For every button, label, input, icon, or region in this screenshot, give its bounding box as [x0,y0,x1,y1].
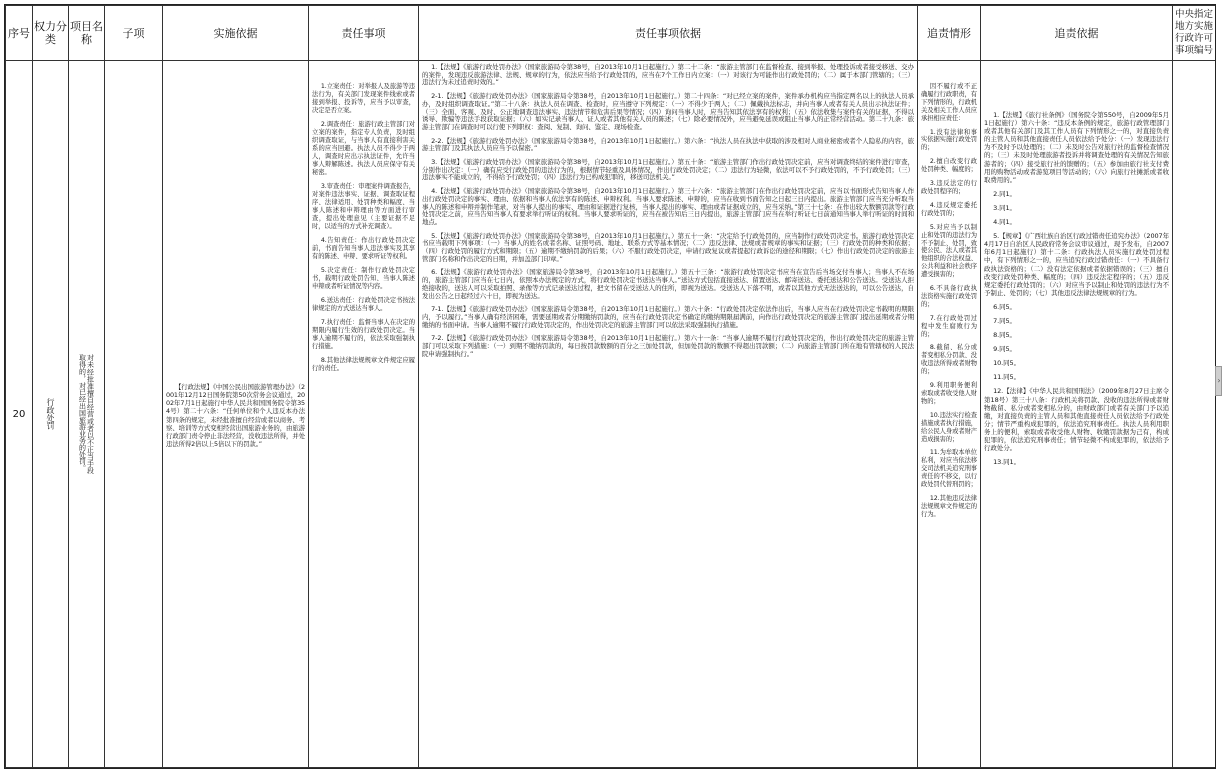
power-list-table [5,5,1216,768]
duty-item: 1.立案责任：对举报人及旅游等违法行为，有关部门发现案件线索或者接到举报、投诉等，应当予以审查，决定是否立案。 [312,83,415,114]
cell-sub-item [105,61,163,768]
cell-item-name [69,61,105,768]
cell-duty-basis [419,61,918,768]
accountability-basis-item: 2.同1。 [993,189,1016,198]
accountability-basis-item: 8.同5。 [993,331,1016,340]
duty-basis-item: 4.【法规】《旅游行政处罚办法》（国家旅游局令第38号，自2013年10月1日起施行。）第三十六条：“旅游主管部门在作出行政处罚决定前，应当以书面形式告知当事人作出行政处罚决定的事实、理由、依据和当事人依法享有的陈述、申辩权利。当事人要求陈述、申辩的，应当在收到书面告知之日起三日内提出。旅游主管部门应当充分听取当事人的陈述和申辩并制作笔录，对当事人提出的事实、理由和证据进行复核，当事人提出的事实、理由或者证据成立的，应当采纳。”第三十七条：在作出较大数额罚款等行政处罚决定之前，应当告知当事人有要求举行听证的权利。当事人要求听证的，应当在被告知后三日内提出，旅游主管部门应当在举行听证七日前通知当事人举行听证的时间和地点。 [422,187,914,226]
cell-accountability-basis [981,61,1173,768]
duty-item: 4.告知责任：作出行政处罚决定前，书面告知当事人违法事实及其享有的陈述、申辩、要求听证等权利。 [312,237,415,260]
side-scroll-handle[interactable] [1215,366,1222,396]
accountability-item: 2.擅自改变行政处罚种类、幅度的； [921,158,977,174]
accountability-item: 8.截留、私分或者变相私分罚款、没收违法所得或者财物的； [921,344,977,376]
seq-value: 20 [12,408,26,420]
duty-item: 2.调查责任：旅游行政主管部门对立案的案件，指定专人负责，及时组织调查取证，与当事人有直接利害关系的应当回避。执法人员不得少于两人，调查时应出示执法证件，允许当事人辩解陈述。执法人员应保守有关秘密。 [312,121,415,176]
accountability-basis-item: 3.同1。 [993,203,1016,212]
power-type-value: 行政处罚 [46,398,55,430]
duty-basis-item: 1.【法规】《旅游行政处罚办法》（国家旅游局令第38号，自2013年10月1日起施行。）第二十二条：“旅游主管部门在监督检查、接到举报、处理投诉或者接受移送、交办的案件，发现违反旅游法律、法规、规章的行为，依法应当给予行政处罚的，应当在7个工作日内立案：（一）对该行为可能作出行政处罚的；（二）属于本部门管辖的；（三）违法行为未过追责时效的。” [422,63,914,87]
header-seq: 序号 [6,6,33,61]
header-accountability: 追责情形 [918,6,981,61]
accountability-basis-item: 10.同5。 [993,359,1020,368]
header-basis: 实施依据 [163,6,309,61]
accountability-item: 12.其他违反法律法规规章文件规定的行为。 [921,494,977,518]
accountability-basis-item: 6.同5。 [993,302,1016,311]
duty-basis-item: 7-1.【法规】《旅游行政处罚办法》（国家旅游局令第38号，自2013年10月1日起施行。）第六十条：“行政处罚决定依法作出后，当事人应当在行政处罚决定书载明的期限内，予以履行。”当事人确有经济困难，需要延期或者分期缴纳罚款的，应当在行政处罚决定书确定的缴纳期限届满前，向作出行政处罚决定的旅游主管部门提出延期或者分期缴纳的书面申请。当事人逾期不履行行政处罚决定的，作出处罚决定的旅游主管部门可以依法采取强制执行措施。 [422,305,914,329]
accountability-basis-item: 5.【规章】《广西壮族自治区行政过错责任追究办法》（2007年4月17日自治区人民政府常务会议审议通过，现予发布，自2007年6月1日起施行）第十二条：行政执法人员实施行政处罚过程中，有下列情形之一的，应当追究行政过错责任：（一）不具备行政执法资格的；（二）没有法定依据或者依据错误的；（三）擅自改变行政处罚种类、幅度的；（四）违反法定程序的；（五）违反规定委托行政处罚的；（六）对应当予以制止和处罚的违法行为不予制止、处罚的；（七）其他违反法律法规规章的行为。 [984,232,1169,297]
accountability-basis-item: 4.同1。 [993,218,1016,227]
accountability-basis-item: 11.同5。 [993,373,1020,382]
header-power-type: 权力分类 [33,6,69,61]
accountability-basis-item: 12.【法律】《中华人民共和国刑法》（2009年8月27日主席令第18号）第三十八条：行政机关将罚款、没收的违法所得或者财物截留、私分或者变相私分的，由财政部门或者有关部门予以追缴，对直接负责的主管人员和其他直接责任人员依法给予行政处分；情节严重构成犯罪的，依法追究刑事责任。执法人员利用职务上的便利，索取或者收受他人财物、收缴罚款据为己有，构成犯罪的，依法追究刑事责任；情节轻微不构成犯罪的，依法给予行政处分。 [984,387,1169,453]
header-item-name: 项目名称 [69,6,105,61]
accountability-basis-item: 7.同5。 [993,316,1016,325]
cell-seq [6,61,33,768]
duty-item: 5.决定责任：制作行政处罚决定书，载明行政处罚告知、当事人陈述申辩或者听证情况等内容。 [312,267,415,290]
duty-basis-item: 5.【法规】《旅游行政处罚办法》（国家旅游局令第38号，自2013年10月1日起施行。）第五十一条：“决定给予行政处罚的，应当制作行政处罚决定书。旅游行政处罚决定书应当载明下列事项：（一）当事人的姓名或者名称、证照号码、地址、联系方式等基本情况；（二）违反法律、法规或者规章的事实和证据；（三）行政处罚的种类和依据；（四）行政处罚的履行方式和期限；（五）逾期不缴纳罚款的后果；（六）不服行政处罚决定，申请行政复议或者提起行政诉讼的途径和期限；（七）作出行政处罚决定的旅游主管部门名称和作出决定的日期，并加盖部门印章。” [422,231,914,263]
duty-basis-item: 2-1.【法规】《旅游行政处罚办法》（国家旅游局令第38号，自2013年10月1日起施行。）第二十四条：“对已经立案的案件，案件承办机构应当指定两名以上的执法人员承办，及时组织调查取证。”第二十八条：执法人员在调查、检查时，应当遵守下列规定：（一）不得少于两人；（二）佩戴执法标志，并向当事人或者有关人员出示执法证件；（三）全面、客观、及时、公正地调查违法事实、违法情节和危害后果等情况；（四）询问当事人时，应当告知其依法享有的权利；（五）依法收集与案件有关的证据，不得以诱导、欺骗等违法手段获取证据；（六）如实记录当事人、证人或者其他有关人员的陈述；（七）除必要情况外，应当避免延误或阻止当事人的正常经营活动。第二十九条：旅游主管部门在调查时可以行使下列职权：查阅、复制、询问、鉴定、现场检查。 [422,92,914,131]
item-name-value: 对未经批准擅自经营或者以不正当手段取得的，对已经出国旅游业务的处罚。 [78,354,95,474]
duty-list [309,61,418,373]
header-row [6,6,1216,61]
accountability-basis-item: 9.同5。 [993,345,1016,354]
accountability-item: 10.违法实行检查措施或者执行措施，给公民人身或者财产造成损害的； [921,411,977,443]
basis-text: 【行政法规】《中国公民出国旅游管理办法》（2001年12月12日国务院第50次常务会议通过，2002年7月1日起施行中华人民共和国国务院令第354号）第二十六条：“任何单位和个人违反本办法第四条的规定，未经批准擅自经营或者以商务、考察、培训等方式变相经营出国旅游业务的，由旅游行政部门责令停止非法经营，没收违法所得，并处违法所得2倍以上5倍以下的罚款。” [166,382,305,449]
cell-central-code [1173,61,1216,768]
accountability-item: 11.为牟取本单位私利，对应当依法移交司法机关追究刑事责任的不移交，以行政处罚代替刑罚的； [921,449,977,489]
header-duty: 责任事项 [309,6,419,61]
duty-item: 6.送达责任：行政处罚决定书按法律规定的方式送达当事人。 [312,297,415,312]
duty-basis-list [419,61,917,359]
duty-basis-item: 7-2.【法规】《旅游行政处罚办法》（国家旅游局令第38号，自2013年10月1日起施行。）第六十一条：“当事人逾期不履行行政处罚决定的，作出行政处罚决定的旅游主管部门可以采取下列措施：（一）到期不缴纳罚款的，每日按罚款数额的百分之三加处罚款，但加处罚款的数额不得超出罚款额；（二）向旅游主管部门所在地有管辖权的人民法院申请强制执行。” [422,334,914,358]
duty-basis-item: 2-2.【法规】《旅游行政处罚办法》（国家旅游局令第38号，自2013年10月1日起施行。）第六条：“执法人员在执法中获取的涉及相对人商业秘密或者个人隐私的内容，旅游主管部门及其执法人员应当予以保密。” [422,136,914,153]
document-page [4,4,1216,769]
accountability-item: 9.利用职务便利索取或者收受他人财物的； [921,382,977,405]
table-row [6,61,1216,768]
accountability-list [918,61,980,519]
header-central-code: 中央指定地方实施行政许可事项编号 [1173,6,1216,61]
cell-power-type [33,61,69,768]
cell-accountability [918,61,981,768]
accountability-basis-item: 13.同1。 [993,458,1020,467]
accountability-item: 7.在行政处罚过程中发生腐败行为的； [921,314,977,338]
duty-item: 3.审查责任：审理案件调查报告，对案件违法事实、证据、调查取证程序、法律适用、处罚种类和幅度、当事人陈述和申辩理由等方面进行审查，提出处理意见（主要证据不足时，以适当的方式补充调查）。 [312,183,415,230]
duty-item: 7.执行责任：监督当事人在决定的期限内履行生效的行政处罚决定。当事人逾期不履行的，依法采取强制执行措施。 [312,319,415,350]
accountability-item: 6.不具备行政执法资格实施行政处罚的； [921,285,977,308]
accountability-item: 5.对应当予以制止和处罚的违法行为不予制止、处罚，致使公民、法人或者其他组织的合法权益、公共利益和社会秩序遭受损害的； [921,223,977,279]
cell-basis [163,61,309,768]
header-duty-basis: 责任事项依据 [419,6,918,61]
accountability-item: 因不履行或不正确履行行政职责，有下列情形的，行政机关及相关工作人员应承担相应责任： [921,83,977,122]
accountability-basis-list [981,61,1172,466]
header-accountability-basis: 追责依据 [981,6,1173,61]
duty-item: 8.其他法律法规规章文件规定应履行的责任。 [312,357,415,372]
chevron-right-icon: › [1217,376,1221,385]
cell-duty [309,61,419,768]
duty-basis-item: 6.【法规】《旅游行政处罚办法》（国家旅游局令第38号，自2013年10月1日起施行。）第五十三条：“旅游行政处罚决定书应当在宣告后当场交付当事人；当事人不在场的，旅游主管部门应当在七日内，依照本办法规定的方式，将行政处罚决定书送达当事人。”送达方式包括直接送达、留置送达、邮寄送达、委托送达和公告送达。受送达人拒绝接收的，送达人可以采取拍照、录像等方式记录送达过程，把文书留在受送达人的住所，即视为送达。受送达人下落不明，或者以其他方式无法送达的，可以公告送达，自发出公告之日起经过六十日，即视为送达。 [422,268,914,300]
header-sub-item: 子项 [105,6,163,61]
accountability-basis-item: 1.【法规】《旅行社条例》（国务院令第550号，自2009年5月1日起施行）第六十条：“违反本条例的规定，旅游行政管理部门或者其他有关部门及其工作人员有下列情形之一的，对直接负责的主管人员和其他直接责任人员依法给予处分：（一）发现违法行为不及时予以处理的；（二）未及时公告对旅行社的监督检查情况的；（三）未及时处理旅游者投诉并将调查处理的有关情况告知旅游者的；（四）接受旅行社的馈赠的；（五）参加由旅行社支付费用的购物活动或者游览项目等活动的；（六）向旅行社摊派或者收取费用的。” [984,111,1169,184]
accountability-item: 1.没有法律和事实依据实施行政处罚的； [921,128,977,152]
accountability-item: 4.违反规定委托行政处罚的； [921,201,977,217]
duty-basis-item: 3.【法规】《旅游行政处罚办法》（国家旅游局令第38号，自2013年10月1日起施行。）第五十条：“旅游主管部门作出行政处罚决定前，应当对调查终结的案件进行审查，分别作出决定：（一）确有应受行政处罚的违法行为的，根据情节轻重及具体情况，作出行政处罚决定；（二）违法行为轻微，依法可以不予行政处罚的，不予行政处罚；（三）违法事实不能成立的，不得给予行政处罚；（四）违法行为已构成犯罪的，移送司法机关。” [422,158,914,182]
accountability-item: 3.违反法定的行政处罚程序的； [921,180,977,195]
